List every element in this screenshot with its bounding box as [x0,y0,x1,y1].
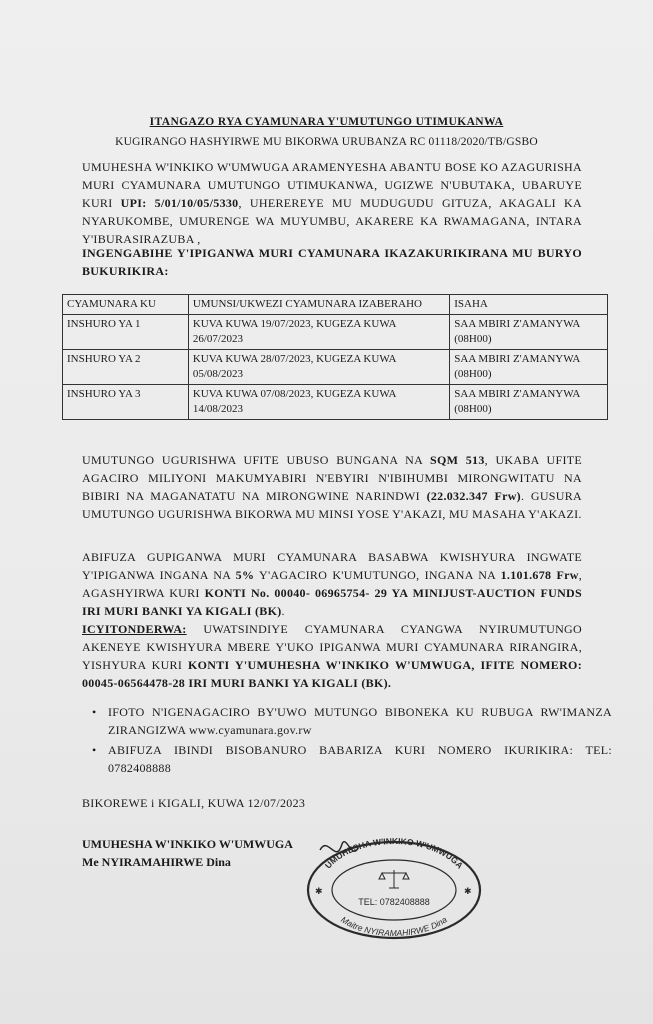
value-text-1: UMUTUNGO UGURISHWA UFITE UBUSO BUNGANA NA [82,453,430,467]
time-cell: SAA MBIRI Z'AMANYWA (08H00) [450,315,608,350]
stamp-star-icon: ✱ [315,886,323,896]
intro-text-1: UMUHESHA W'INKIKO W'UMWUGA ARAMENYESHA ABANTU BOSE KO AZAGURISHA MURI CYAMUNARA UMUTUNGO UTIMUKANWA, UGIZWE N'UBUTAKA, UBARUYE KURI [82,160,582,210]
document-title: ITANGAZO RYA CYAMUNARA Y'UMUTUNGO UTIMUKANWA [149,116,504,128]
bullet-icon: • [92,705,97,719]
header-round: CYAMUNARA KU [63,295,189,315]
official-stamp-icon [300,830,485,940]
bullet-text: ABIFUZA IBINDI BISOBANURO BABARIZA KURI NOMERO IKURIKIRA: TEL: 0782408888 [108,743,612,775]
deposit-text-2: Y'AGACIRO K'UMUTUNGO, INGANA NA [254,568,501,582]
deposit-account: KONTI No. 00040- 06965754- 29 YA MINIJUST-AUCTION FUNDS IRI MURI BANKI YA KIGALI (BK) [82,586,582,618]
deposit-paragraph [82,548,582,692]
upi-number: UPI: 5/01/10/05/5330 [120,196,239,210]
round-cell: INSHURO YA 3 [63,385,189,420]
note-label: ICYITONDERWA: [82,622,187,636]
document-subtitle: KUGIRANGO HASHYIRWE MU BIKORWA URUBANZA RC 01118/2020/TB/GSBO [115,136,538,148]
place-and-date: BIKOREWE i KIGALI, KUWA 12/07/2023 [82,796,306,810]
stamp-bottom-text: Maitre NYIRAMAHIRWE Dina [339,914,449,939]
table-row [63,315,608,350]
dates-cell: KUVA KUWA 07/08/2023, KUGEZA KUWA 14/08/2023 [188,385,449,420]
value-text-2: , UKABA UFITE AGACIRO MILIYONI MAKUMYABIRI N'EBYIRI N'IBIHUMBI MIRONGWITATU NA BIBIRI NA MAGANATATU NA MIRONGWINE NARINDWI [82,453,582,503]
intro-paragraph [82,158,582,248]
schedule-heading: INGENGABIHE Y'IPIGANWA MURI CYAMUNARA IKAZAKURIKIRANA MU BURYO BUKURIKIRA: [82,246,582,278]
property-area: SQM 513 [429,453,485,467]
note-text: UWATSINDIYE CYAMUNARA CYANGWA NYIRUMUTUNGO AKENEYE KWISHYURA MBERE Y'UKO IPIGANWA MURI CYAMUNARA RIRANGIRA, YISHYURA KURI [82,622,582,672]
stamp-top-text: UMUHESHA W'INKIKO W'UMWUGA [322,835,466,871]
property-value-paragraph [82,451,582,523]
auction-schedule-table [62,294,608,420]
stamp-star-icon: ✱ [464,886,472,896]
bullet-icon: • [92,743,97,757]
header-dates: UMUNSI/UKWEZI CYAMUNARA IZABERAHO [188,295,449,315]
deposit-text-1: ABIFUZA GUPIGANWA MURI CYAMUNARA BASABWA KWISHYURA INGWATE Y'IPIGANWA INGANA NA [82,550,582,582]
info-bullet-list [92,703,612,779]
deposit-amount: 1.101.678 Frw [500,568,579,582]
time-cell: SAA MBIRI Z'AMANYWA (08H00) [450,350,608,385]
list-item [92,741,612,777]
deposit-text-4: . [281,604,285,618]
svg-text:Maitre NYIRAMAHIRWE Dina [339,914,449,938]
time-cell: SAA MBIRI Z'AMANYWA (08H00) [450,385,608,420]
property-value-amount: (22.032.347 Frw) [426,489,521,503]
bailiff-account: KONTI Y'UMUHESHA W'INKIKO W'UMWUGA, IFITE NOMERO: 00045-06564478-28 IRI MURI BANKI YA KIGALI (BK). [82,658,582,690]
signatory-name: Me NYIRAMAHIRWE Dina [82,855,231,869]
table-row [63,385,608,420]
intro-text-2: , UHEREREYE MU MUDUGUDU GITUZA, AKAGALI KA NYARUKOMBE, UMURENGE WA MUYUMBU, AKARERE KA RWAMAGANA, INTARA Y'IBURASIRAZUBA , [82,196,582,246]
dates-cell: KUVA KUWA 19/07/2023, KUGEZA KUWA 26/07/2023 [188,315,449,350]
round-cell: INSHURO YA 1 [63,315,189,350]
stamp-phone: TEL: 0782408888 [358,897,430,907]
scales-icon [379,870,409,888]
bullet-text: IFOTO N'IGENAGACIRO BY'UWO MUTUNGO BIBONEKA KU RUBUGA RW'IMANZA ZIRANGIZWA www.cyamunara.gov.rw [108,705,612,737]
dates-cell: KUVA KUWA 28/07/2023, KUGEZA KUWA 05/08/2023 [188,350,449,385]
deposit-percent: 5% [235,568,255,582]
table-header-row [63,295,608,315]
signatory-role: UMUHESHA W'INKIKO W'UMWUGA [82,837,293,851]
list-item [92,703,612,739]
table-row [63,350,608,385]
value-text-3: . GUSURA UMUTUNGO UGURISHWA BIKORWA MU MINSI YOSE Y'AKAZI, MU MASAHA Y'AKAZI. [82,489,582,521]
round-cell: INSHURO YA 2 [63,350,189,385]
deposit-text-3: , AGASHYIRWA KURI [82,568,582,600]
header-time: ISAHA [450,295,608,315]
signature-scribble-icon [320,842,358,852]
